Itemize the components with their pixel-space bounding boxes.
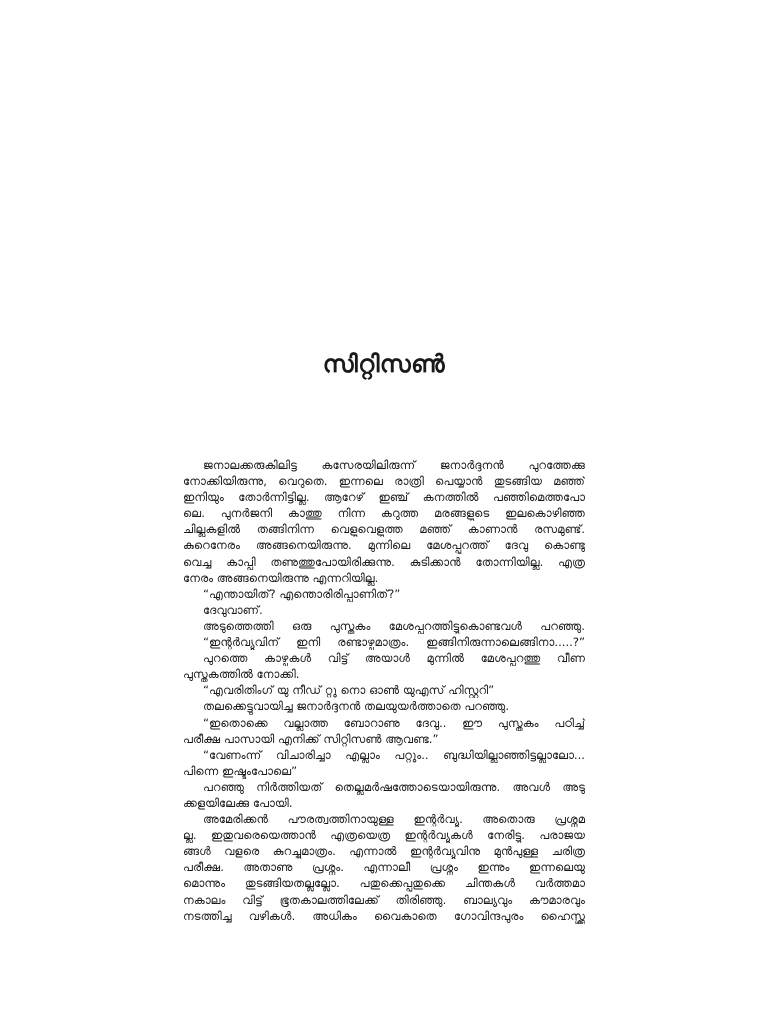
text-line: ങ്ങൾ വളരെ കുറച്ചുമാത്രം. എന്നാൽ ഇന്റർവ്യൂവിനു മുൻപുള്ള ചരിത്ര [183,844,585,859]
text-line: ഇനിയും തോർന്നിട്ടില്ല. ആറേഴ് ഇഞ്ച് കനത്തിൽ പഞ്ഞിമെത്തപോ [183,490,585,505]
text-line: തലക്കെട്ടുവായിച്ച ജനാർദ്ദനൻ തലയുയർത്താതെ പറഞ്ഞു. [203,699,510,714]
text-line: പുസ്തകത്തിൽ നോക്കി. [183,667,300,682]
text-line: അടുത്തെത്തി ഒരു പുസ്തകം മേശപ്പുറത്തിട്ടുകൊണ്ടവൾ പറഞ്ഞു. [203,618,585,633]
text-line: നേരം അങ്ങനെയിരുന്നു എന്നറിയില്ല. [183,570,379,585]
text-line: ല്ല. ഇതുവരെയെത്താൻ എത്രയെത്ര ഇന്റർവ്യൂകൾ നേരിട്ടു. പരാജയ [183,828,585,843]
text-line: “എന്തായിത്? എന്തൊരിരിപ്പാണിത്?” [203,586,401,601]
text-line: ദേവുവാണ്. [203,602,263,617]
chapter-title: സിറ്റിസൺ [322,350,446,378]
text-line: ചില്ലകളിൽ തങ്ങിനിന്ന വെളുവെളുത്ത മഞ്ഞ് കാണാൻ രസമുണ്ട്. [183,522,585,537]
text-line: “ഇന്റർവ്യൂവിന് ഇനി രണ്ടാഴ്ചമാത്രം. ഇങ്ങിനിരുന്നാലെങ്ങിനാ.....?” [203,635,585,650]
text-line: പരീക്ഷ പാസായി എനിക്ക് സിറ്റിസൺ ആവണ്ട.” [183,731,439,746]
text-line: നോക്കിയിരുന്നു, വെറുതെ. ഇന്നലെ രാത്രി പെയ്യാൻ തുടങ്ങിയ മഞ്ഞ് [183,474,585,489]
text-line: “ഇതൊക്കെ വല്ലാത്ത ബോറാണു ദേവു.. ഈ പുസ്തകം പഠിച്ച് [203,715,585,730]
text-line: പിന്നെ ഇഷ്ടംപോലെ” [183,763,298,778]
text-line: നടത്തിച്ച വഴികൾ. അധികം വൈകാതെ ഗോവിന്ദപുരം ഹൈസ്ക്കൂ [183,908,585,923]
text-line: “എവരിതിംഗ് യു നീഡ് റ്റു നൊ ഓൺ യുഎസ് ഹിസ്റ്ററി” [203,683,495,698]
text-line: ജനാലക്കരുകിലിട്ട കസേരയിലിരുന്ന് ജനാർദ്ദനൻ പുറത്തേക്കു [203,458,585,472]
text-line: “വേണംന്ന് വിചാരിച്ചാ എല്ലാം പറ്റും.. ബുദ്ധിയില്ലാഞ്ഞിട്ടല്ലാലോ... [203,747,585,762]
text-line: പരീക്ഷ. അതാണു പ്രശ്നം. എന്നാലീ പ്രശ്നം ഇന്നും ഇന്നലെയു [183,860,585,875]
text-line: പുറത്തെ കാഴ്ചകൾ വിട്ട് അയാൾ മുന്നിൽ മേശപ്പുറത്തു വീണ [203,651,585,666]
text-line: വെച്ച കാപ്പി തണുത്തുപോയിരിക്കുന്നു. കുടിക്കാൻ തോന്നിയില്ല. എത്ര [183,554,585,569]
text-line: കുറെനേരം അങ്ങനെയിരുന്നു. മുന്നിലെ മേശപ്പുറത്ത് ദേവു കൊണ്ടു [183,538,585,553]
text-line: പറഞ്ഞു നിർത്തിയത് തെല്ലമർഷത്തോടെയായിരുന്നു. അവൾ അടു [203,779,585,794]
text-line: ലെ. പുനർജനി കാത്തു നിന്ന കറുത്ത മരങ്ങളുടെ ഇലകൊഴിഞ്ഞ [183,506,585,521]
text-line: നകാലം വിട്ട് ഭൂതകാലത്തിലേക്ക് തിരിഞ്ഞു. ബാല്യവും കൗമാരവും [183,892,585,907]
chapter-body [183,457,585,924]
text-line: അമേരിക്കൻ പൗരത്വത്തിനായുള്ള ഇന്റർവ്യൂ. അതൊരു പ്രശ്നമ [203,812,585,827]
text-line: ക്കളയിലേക്കു പോയി. [183,795,293,810]
text-line: മൊന്നും തുടങ്ങിയതല്ലല്ലോ. പതുക്കെപ്പതുക്കെ ചിന്തകൾ വർത്തമാ [183,876,585,891]
